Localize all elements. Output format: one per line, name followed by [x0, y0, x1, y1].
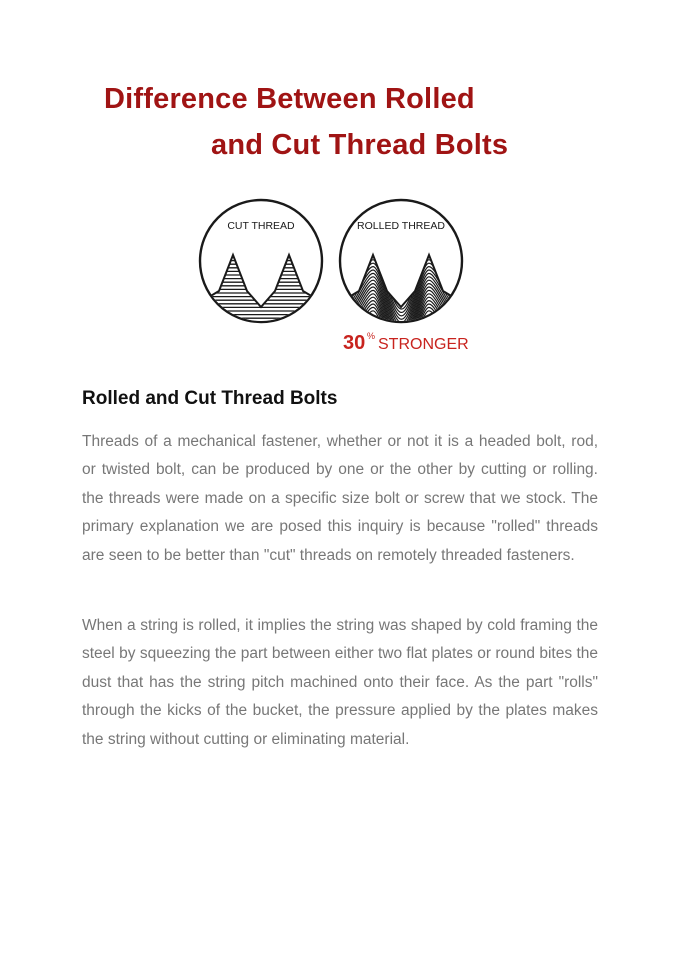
page-title-line-1: Difference Between Rolled: [104, 83, 475, 115]
thread-comparison-illustration: [195, 195, 485, 360]
rolled-thread-label: ROLLED THREAD: [357, 220, 445, 232]
page-title-line-2: and Cut Thread Bolts: [211, 129, 509, 161]
strength-number: 30: [343, 332, 366, 354]
strength-word: STRONGER: [378, 336, 469, 353]
cut-thread-label: CUT THREAD: [227, 220, 295, 232]
body-paragraph-2: When a string is rolled, it implies the string was shaped by cold framing the steel by squeezing the part between either two flat plates or round bites the dust that has the string pitch machined onto their face. As the part "rolls" through the kicks of the bucket, the pressure applied by the plates makes the string without cutting or eliminating material.: [82, 617, 598, 748]
strength-unit: %: [367, 331, 376, 341]
cut-thread-diagram: [195, 200, 327, 325]
thread-comparison-figure: [195, 195, 485, 360]
body-paragraph-1: Threads of a mechanical fastener, whether or not it is a headed bolt, rod, or twisted bolt, can be produced by one or the other by cutting or rolling. the threads were made on a specific size bolt or screw that we stock. The primary explanation we are posed this inquiry is because "rolled" threads are seen to be better than "cut" threads on remotely threaded fasteners.: [82, 433, 598, 564]
section-heading: Rolled and Cut Thread Bolts: [82, 388, 338, 409]
